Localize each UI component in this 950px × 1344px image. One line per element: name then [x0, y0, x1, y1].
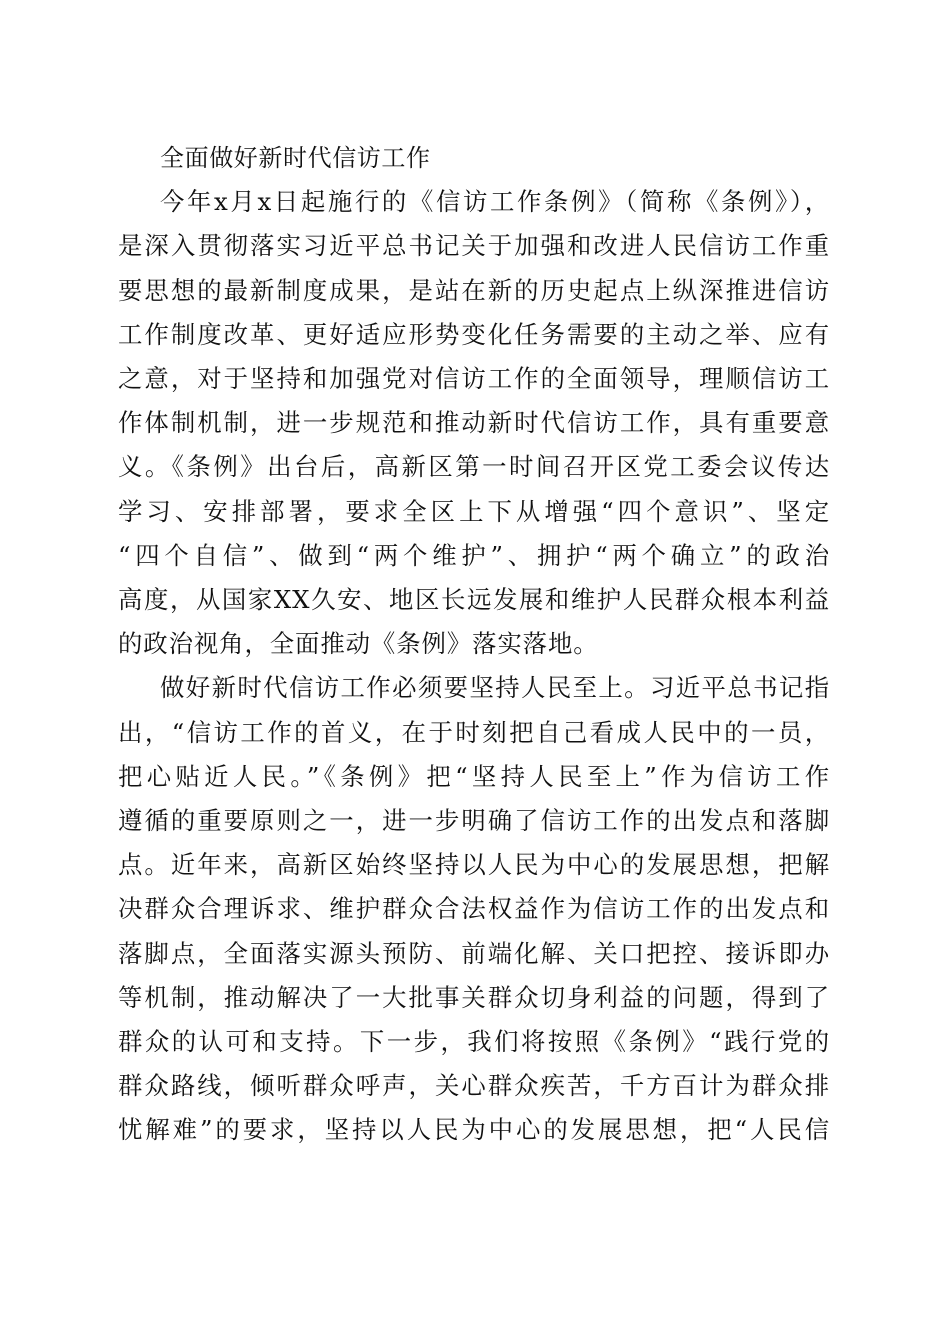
- paragraph-line: 之意，对于坚持和加强党对信访工作的全面领导，理顺信访工: [118, 364, 830, 394]
- paragraph-line: 今年x月x日起施行的《信访工作条例》（简称《条例》），: [160, 187, 830, 217]
- paragraph-line: 出，“信访工作的首义，在于时刻把自己看成人民中的一员，: [118, 717, 830, 747]
- paragraph-line: 决群众合理诉求、维护群众合法权益作为信访工作的出发点和: [118, 894, 830, 924]
- paragraph-line: 把心贴近人民。”《条例》把“坚持人民至上”作为信访工作: [118, 761, 830, 791]
- paragraph-line: 是深入贯彻落实习近平总书记关于加强和改进人民信访工作重: [118, 231, 830, 261]
- paragraph-line: 义。《条例》出台后，高新区第一时间召开区党工委会议传达: [118, 452, 830, 482]
- paragraph-2: [118, 666, 830, 1152]
- paragraph-line: 的政治视角，全面推动《条例》落实落地。: [118, 629, 599, 659]
- paragraph-line: 作体制机制，进一步规范和推动新时代信访工作，具有重要意: [118, 408, 830, 438]
- paragraph-line: 工作制度改革、更好适应形势变化任务需要的主动之举、应有: [118, 319, 830, 349]
- paragraph-line: 群众路线，倾听群众呼声，关心群众疾苦，千方百计为群众排: [118, 1071, 830, 1101]
- paragraph-line: 要思想的最新制度成果，是站在新的历史起点上纵深推进信访: [118, 275, 830, 305]
- paragraph-line: 学习、安排部署，要求全区上下从增强“四个意识”、坚定: [118, 496, 830, 526]
- document-title: 全面做好新时代信访工作: [160, 144, 431, 172]
- paragraph-line: “四个自信”、做到“两个维护”、拥护“两个确立”的政治: [118, 540, 830, 570]
- document-body: [118, 136, 830, 1153]
- paragraph-line: 等机制，推动解决了一大批事关群众切身利益的问题，得到了: [118, 982, 830, 1012]
- paragraph-line: 做好新时代信访工作必须要坚持人民至上。习近平总书记指: [160, 673, 830, 703]
- paragraph-line: 忧解难”的要求，坚持以人民为中心的发展思想，把“人民信: [118, 1115, 830, 1145]
- paragraph-line: 点。近年来，高新区始终坚持以人民为中心的发展思想，把解: [118, 850, 830, 880]
- paragraph-line: 群众的认可和支持。下一步，我们将按照《条例》“践行党的: [118, 1027, 830, 1057]
- paragraph-line: 高度，从国家XX久安、地区长远发展和维护人民群众根本利益: [118, 585, 830, 615]
- paragraph-1: [118, 180, 830, 666]
- paragraph-line: 遵循的重要原则之一，进一步明确了信访工作的出发点和落脚: [118, 806, 830, 836]
- paragraph-line: 落脚点，全面落实源头预防、前端化解、关口把控、接诉即办: [118, 938, 830, 968]
